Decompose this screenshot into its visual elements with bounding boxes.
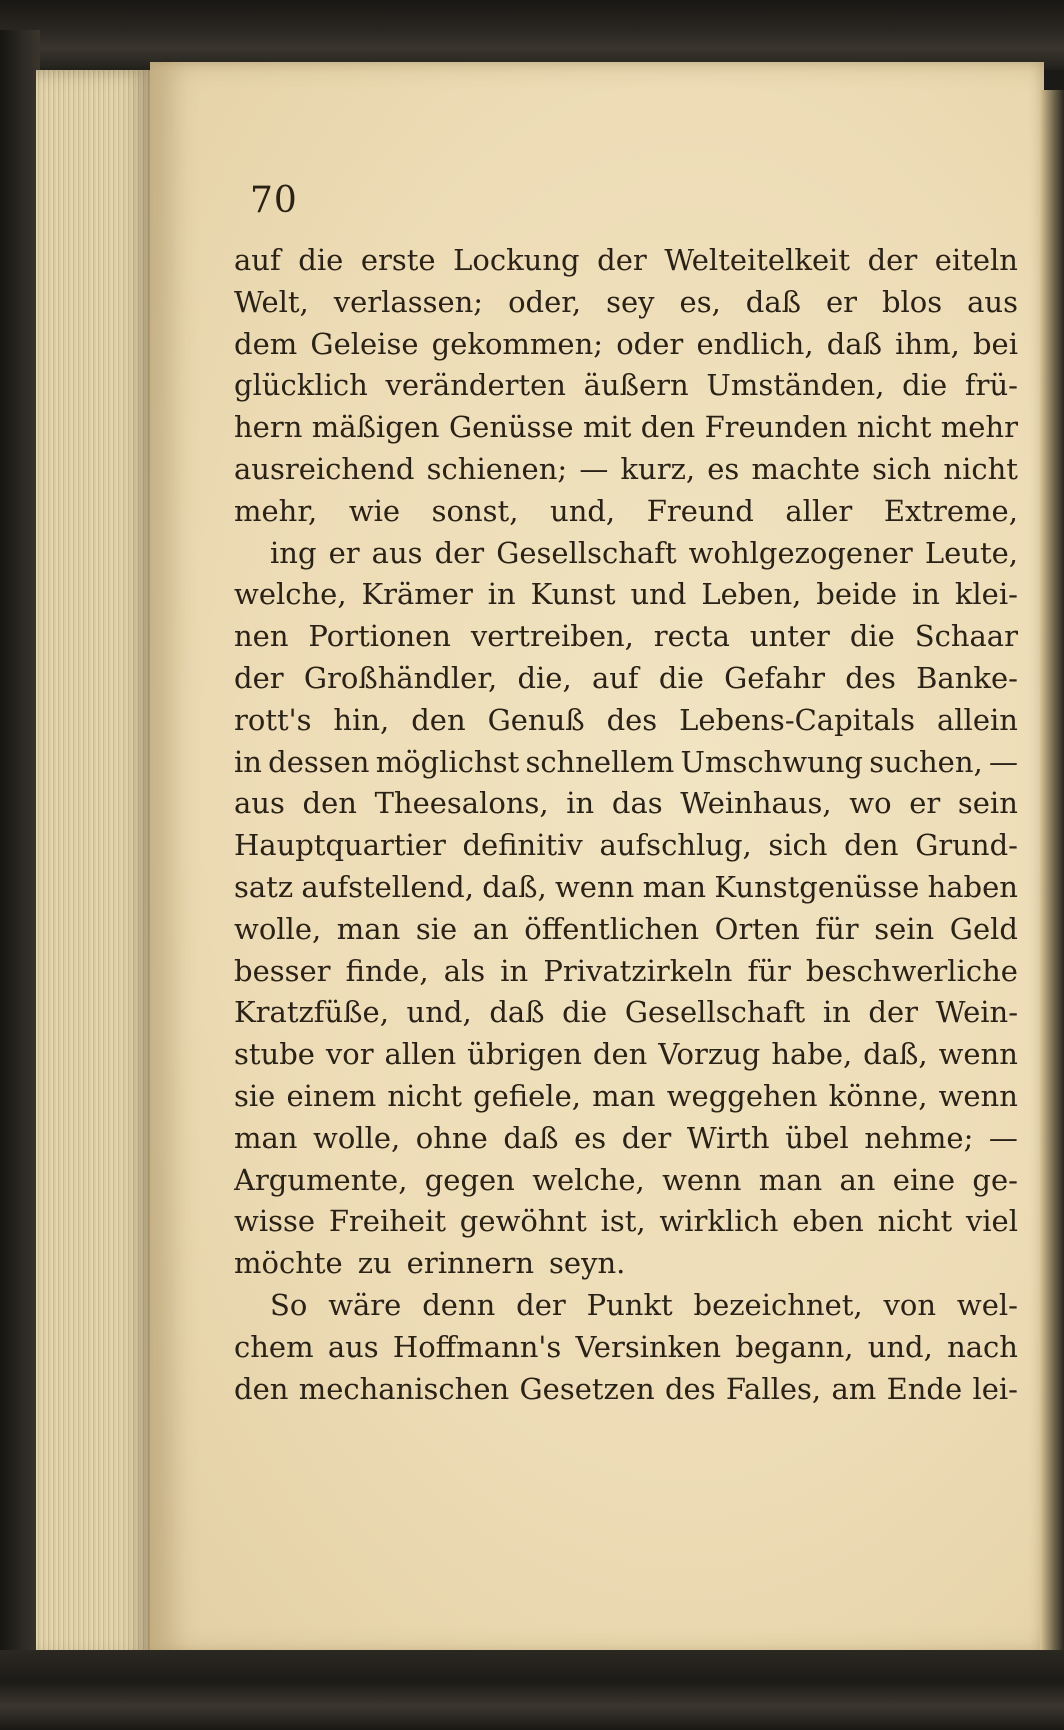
word: aus [234,786,285,821]
word: Freund [646,493,754,528]
word: veränderten [385,368,566,403]
word: mechanischen [298,1371,510,1406]
word: wirklich [659,1204,779,1239]
word: der [516,1287,566,1322]
word: es, [679,284,721,319]
word: oder, [508,284,582,319]
text-line [234,282,1018,324]
word: ing [270,535,317,570]
word: Freunden [704,410,848,445]
word: für [747,953,791,988]
word: in [500,953,529,988]
word: als [443,953,486,988]
word: sey [606,284,655,319]
word: Extreme, [883,493,1018,528]
word: des [664,1371,716,1406]
word: allein [936,702,1018,737]
word: mehr [940,410,1018,445]
word: den [234,1371,289,1406]
word: wie [348,493,401,528]
word: Argumente, [234,1162,408,1197]
word: bezeichnet, [693,1287,863,1322]
word: Vorzug [658,1037,761,1072]
word: den [844,828,899,863]
word: schienen; [426,451,568,486]
word: und, [867,1329,933,1364]
word: sich [872,451,932,486]
word: Leben, [701,577,802,612]
word: welche, [532,1162,645,1197]
word: Gesellschaft [624,995,806,1030]
right-page-shadow [1040,90,1064,1650]
word: nicht [387,1078,462,1113]
word: wo [849,786,892,821]
word: der [434,535,485,570]
text-line [234,700,1018,742]
word: in [234,744,262,779]
word: ausreichend [234,451,415,486]
word: hern [234,410,303,445]
text-line [234,1285,1018,1327]
word: zu [357,1246,392,1281]
word: an [472,911,509,946]
word: es [574,1120,607,1155]
word: mit [582,410,632,445]
word: blos [881,284,943,319]
word: der [867,243,918,277]
word: übel [785,1120,849,1155]
word: recta [653,619,730,654]
text-line [234,783,1018,825]
text-line [234,1201,1018,1243]
word: des [606,702,658,737]
word: der [868,995,919,1030]
word: eiteln [934,243,1018,277]
page-stack-edge [36,70,154,1660]
word: vor [325,1037,374,1072]
word: daß [745,284,801,319]
word: aufstellend, [301,869,474,904]
word: von [883,1287,937,1322]
word: gefiele, [473,1078,581,1113]
word: Krämer [361,577,473,612]
word: schnellem [525,744,675,779]
page-number: 70 [250,180,298,221]
word: verlassen; [333,284,484,319]
word: Gefahr [724,660,826,695]
text-line [234,1327,1018,1369]
word: aus [327,1329,379,1364]
word: klei- [954,577,1018,612]
word: Großhändler, [303,660,498,695]
word: Schaar [914,619,1018,654]
text-line [234,867,1018,909]
word: nicht [943,451,1018,486]
word: möglichst [375,744,520,779]
word: Kratzfüße, [234,995,389,1030]
text-line [234,1076,1018,1118]
body-text [234,240,1018,1410]
word: stube [234,1037,315,1072]
word: kurz, [620,451,696,486]
word: nicht [856,410,932,445]
word: sie [234,1078,276,1113]
bottom-book-edge [0,1650,1064,1730]
word: satz [234,869,294,904]
word: dessen [268,744,370,779]
left-cover-board [0,30,40,1690]
word: begann, [735,1329,854,1364]
word: die [658,660,704,695]
word: und [630,577,687,612]
text-line [234,574,1018,616]
word: nen [234,619,289,654]
word: wenn [938,1078,1018,1113]
word: chem [234,1329,314,1364]
word: man [336,911,401,946]
word: Wirth [686,1120,770,1155]
word: endlich, [696,326,814,361]
word: öffentlichen [524,911,700,946]
word: habe, [771,1037,853,1072]
text-line [234,1160,1018,1202]
word: — [988,744,1018,779]
word: dem [234,326,298,361]
word: in [566,786,595,821]
word: gegen [424,1162,515,1197]
word: aus [371,535,423,570]
word: übrigen [467,1037,582,1072]
word: Lockung [453,243,580,277]
word: am [831,1371,877,1406]
word: daß, [482,869,547,904]
word: er [328,535,360,570]
word: Freiheit [328,1204,447,1239]
word: den [592,1037,648,1072]
word: in [822,995,851,1030]
text-line [234,1118,1018,1160]
word: aufschlug, [599,828,752,863]
word: Privatzirkeln [543,953,733,988]
text-line [234,491,1018,533]
word: in [911,577,940,612]
word: suchen, [869,744,983,779]
word: für [815,911,859,946]
word: man [758,1162,823,1197]
word: es [707,451,740,486]
text-line [234,324,1018,366]
text-line [234,1034,1018,1076]
word: Banke- [916,660,1018,695]
word: Geld [949,911,1018,946]
text-line [234,909,1018,951]
text-line [234,533,1018,575]
word: unter [749,619,830,654]
word: an [839,1162,876,1197]
word: der [234,660,284,695]
word: möchte [234,1246,343,1281]
word: Gesetzen [519,1371,655,1406]
word: sein [957,786,1018,821]
text-line [234,240,1018,282]
text-line [234,1369,1018,1411]
word: die [902,368,948,403]
word: daß [489,995,545,1030]
word: erste [360,243,436,277]
word: machte [751,451,860,486]
word: lei- [972,1371,1018,1406]
word: wenn [938,1037,1018,1072]
word: den [411,702,466,737]
word: finde, [345,953,429,988]
word: mäßigen [311,410,440,445]
word: Genuß [487,702,585,737]
word: wel- [956,1287,1018,1322]
word: ge- [972,1162,1018,1197]
word: äußern [583,368,689,403]
word: viel [965,1204,1018,1239]
word: eine [892,1162,956,1197]
word: vertreiben, [470,619,634,654]
word: Gesellschaft [496,535,677,570]
word: sie [415,911,458,946]
word: definitiv [462,828,583,863]
word: die [298,243,344,277]
word: Theesalons, [374,786,549,821]
text-line [234,616,1018,658]
word: er [825,284,857,319]
word: Kunst [530,577,616,612]
word: der [621,1120,672,1155]
word: Punkt [586,1287,673,1322]
word: sich [768,828,828,863]
word: er [909,786,941,821]
word: — [579,451,609,486]
word: aus [967,284,1018,319]
word: die [562,995,608,1030]
word: wäre [328,1287,402,1322]
word: daß [503,1120,559,1155]
text-line [234,825,1018,867]
word: Genüsse [448,410,574,445]
word: Lebens-Capitals [679,702,916,737]
top-book-edge [0,0,1064,70]
word: ist, [600,1204,646,1239]
word: den [302,786,357,821]
text-line [234,449,1018,491]
word: daß [826,326,882,361]
word: Orten [714,911,800,946]
word: daß, [863,1037,928,1072]
word: beschwerliche [805,953,1018,988]
text-line [234,365,1018,407]
word: rott's [234,702,312,737]
word: welche, [234,577,347,612]
word: gekommen; [431,326,604,361]
word: wolle, [234,911,322,946]
word: man [592,1078,656,1113]
word: weggehen [666,1078,818,1113]
word: sonst, [431,493,519,528]
word: — [988,1120,1018,1155]
word: hin, [333,702,390,737]
word: in [487,577,516,612]
word: nach [947,1329,1018,1364]
text-line [234,742,1018,784]
text-line [234,951,1018,993]
word: Geleise [310,326,419,361]
word: eben [792,1204,864,1239]
word: beide [816,577,898,612]
word: des [845,660,896,695]
word: Versinken [575,1329,722,1364]
word: glücklich [234,368,368,403]
word: und, [550,493,616,528]
word: auf [234,243,281,277]
word: oder [616,326,684,361]
word: einem [286,1078,377,1113]
text-line [234,407,1018,449]
word: Kunstgenüsse [714,869,920,904]
word: man [234,1120,298,1155]
word: ihm, [895,326,960,361]
word: Hoffmann's [392,1329,562,1364]
word: Welt, [234,284,309,319]
word: nicht [877,1204,953,1239]
word: Portionen [308,619,451,654]
word: Grund- [915,828,1018,863]
word: haben [927,869,1018,904]
word: und, [406,995,472,1030]
word: wenn [554,869,635,904]
word: Wein- [935,995,1018,1030]
word: die [849,619,895,654]
word: sein [874,911,935,946]
word: ohne [415,1120,488,1155]
word: wenn [662,1162,742,1197]
word: die, [517,660,572,695]
word: gewöhnt [459,1204,587,1239]
word: man [642,869,707,904]
word: wisse [234,1204,316,1239]
word: Umschwung [680,744,863,779]
word: mehr, [234,493,318,528]
text-line [234,1243,1018,1285]
word: der [597,243,647,277]
word: nehme; [864,1120,974,1155]
word: auf [591,660,639,695]
word: könne, [828,1078,928,1113]
word: Ende [886,1371,963,1406]
text-line [234,992,1018,1034]
word: wohlgezogener [688,535,913,570]
word: Leute, [924,535,1018,570]
word: aller [785,493,853,528]
text-line [234,658,1018,700]
word: frü- [964,368,1018,403]
word: allen [384,1037,457,1072]
word: besser [234,953,331,988]
word: seyn. [549,1246,626,1281]
word: das [611,786,663,821]
word: Umständen, [706,368,885,403]
word: Hauptquartier [234,828,446,863]
word: denn [422,1287,496,1322]
word: Welteitelkeit [664,243,851,277]
word: Weinhaus, [680,786,832,821]
word: Falles, [725,1371,822,1406]
word: erinnern [406,1246,535,1281]
word: wolle, [313,1120,401,1155]
word: bei [972,326,1018,361]
word: So [270,1287,308,1322]
word: den [640,410,696,445]
